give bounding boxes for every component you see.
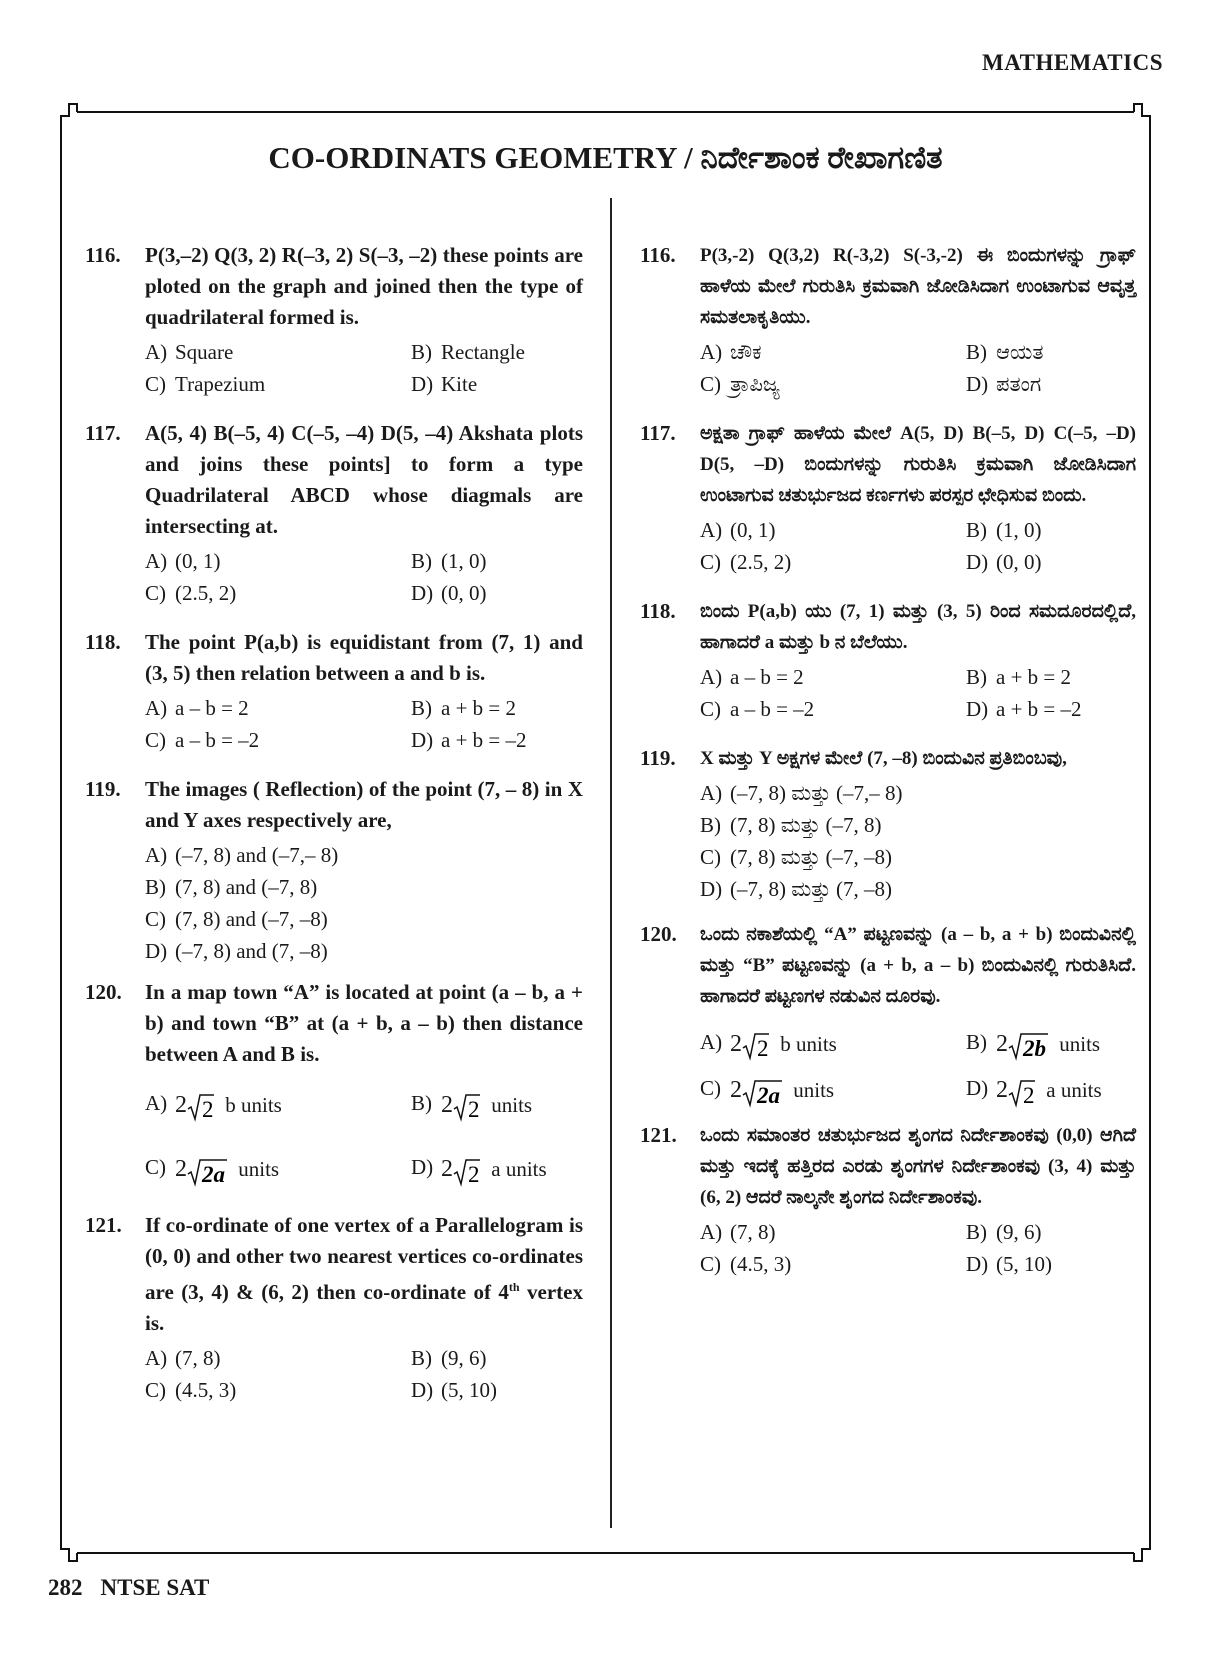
question-119 [640,743,1136,905]
page-title: CO-ORDINATS GEOMETRY / ನಿರ್ದೇಶಾಂಕ ರೇಖಾಗಣಿತ [268,140,943,175]
option-c: C) Trapezium [145,372,266,396]
question-text: ಅಕ್ಷತಾ ಗ್ರಾಫ್ ಹಾಳೆಯ ಮೇಲೆ A(5, D) B(–5, D) C(–5, –D) D(5, –D) ಬಿಂದುಗಳನ್ನು ಗುರುತಿಸಿ ಕ್ರಮವಾಗಿ ಜೋಡಿಸಿದಾಗ ಉಂಟಾಗುವ ಚತುರ್ಭುಜದ ಕರ್ಣಗಳು ಪರಸ್ಪರ ಛೇಧಿಸುವ ಬಿಂದು. [700,423,1136,506]
radical-sign [742,1031,769,1061]
option-c: C) (4.5, 3) [700,1252,792,1277]
question-text: P(3,–2) Q(3, 2) R(–3, 2) S(–3, –2) these points are ploted on the graph and joined then the type of quadrilateral formed is. [145,243,583,329]
option-b: B) Rectangle [411,340,525,364]
coefficient: 2 [730,1077,742,1104]
radical-sign [453,1092,480,1122]
english-column [85,240,583,1406]
question-text: P(3,-2) Q(3,2) R(-3,2) S(-3,-2) ಈ ಬಿಂದುಗಳನ್ನು ಗ್ರಾಫ್ ಹಾಳೆಯ ಮೇಲೆ ಗುರುತಿಸಿ ಕ್ರಮವಾಗಿ ಜೋಡಿಸಿದಾಗ ಉಂಟಾಗುವ ಆವೃತ್ತ ಸಮತಲಾಕೃತಿಯು. [700,245,1136,328]
option-a: A) (7, 8) [700,1220,776,1245]
option-b: B) (7, 8) ಮತ್ತು (–7, 8) [700,813,882,837]
question-number: 121. [85,1213,122,1238]
option-d: D) 2 2 a units [966,1066,1136,1112]
sqrt-expression [441,1138,547,1200]
option-c: C) (2.5, 2) [700,550,792,574]
unit-label: units [1054,1032,1101,1057]
option-c: C) (2.5, 2) [145,581,237,605]
question-118 [85,627,583,756]
option-d: D) (–7, 8) ಮತ್ತು (7, –8) [700,877,893,901]
coefficient: 2 [175,1092,187,1119]
unit-label: a units [1041,1078,1102,1103]
radicand: 2 [202,1097,214,1123]
book-title: NTSE SAT [100,1575,210,1600]
coefficient: 2 [441,1156,453,1183]
option-b: B) a + b = 2 [411,696,517,720]
question-121 [640,1120,1136,1280]
question-number: 118. [640,599,676,623]
option-d: D) (5, 10) [411,1378,497,1403]
coefficient: 2 [996,1031,1008,1058]
question-number: 117. [85,421,121,445]
radical-sign [453,1157,480,1187]
question-121 [85,1210,583,1406]
radical-sign [187,1157,227,1187]
option-c: C) 2 2a units [145,1136,411,1200]
radicand: 2a [202,1161,225,1187]
question-text: X ಮತ್ತು Y ಅಕ್ಷಗಳ ಮೇಲೆ (7, –8) ಬಿಂದುವಿನ ಪ್ರತಿಬಿಂಬವು, [700,748,1067,769]
option-a: A) (–7, 8) ಮತ್ತು (–7,– 8) [700,781,903,805]
unit-label: b units [220,1093,282,1118]
column-divider [610,198,612,1528]
question-number: 121. [640,1123,677,1148]
radicand: 2 [1023,1082,1035,1108]
option-a: A) 2 2 b units [700,1020,966,1066]
option-d: D) (0, 0) [411,581,487,605]
option-a: A) (0, 1) [145,549,221,573]
sqrt-expression [175,1138,279,1200]
option-d: D) Kite [411,372,478,396]
question-text: If co-ordinate of one vertex of a Parallelogram is (0, 0) and other two nearest vertices co-ordinates are (3, 4) & (6, 2) then co-ordinate of 4th vertex is. [145,1213,583,1336]
coefficient: 2 [441,1092,453,1119]
sqrt-expression [730,1022,837,1066]
option-c: C) 2 2a units [700,1066,966,1112]
option-a: A) a – b = 2 [145,696,249,720]
radicand: 2 [468,1161,480,1187]
question-120 [640,919,1136,1112]
unit-label: units [486,1093,533,1118]
coefficient: 2 [996,1077,1008,1104]
option-b: B) 2 2b units [966,1020,1136,1066]
question-text: The point P(a,b) is equidistant from (7, 1) and (3, 5) then relation between a and b is. [145,630,583,685]
option-b: B) (7, 8) and (–7, 8) [145,875,318,899]
option-d: D) (–7, 8) and (7, –8) [145,939,328,963]
option-b: B) (9, 6) [966,1220,1042,1245]
question-116 [640,240,1136,400]
question-number: 117. [640,421,676,445]
question-text: A(5, 4) B(–5, 4) C(–5, –4) D(5, –4) Akshata plots and joins these points] to form a type Quadrilateral ABCD whose diagmals are intersecting at. [145,421,583,538]
radicand: 2 [757,1036,769,1062]
radical-sign [1008,1031,1048,1061]
option-d: D) (0, 0) [966,550,1042,574]
page-number: 282 [48,1575,83,1600]
question-117 [85,418,583,609]
option-d: D) 2 2 a units [411,1136,583,1200]
question-number: 120. [85,980,122,1004]
radicand: 2b [1023,1036,1046,1062]
option-a: A) Square [145,340,234,364]
question-120 [85,977,583,1200]
sqrt-expression [441,1074,532,1136]
option-d: D) a + b = –2 [966,697,1082,721]
radical-sign [1008,1078,1035,1108]
coefficient: 2 [730,1031,742,1058]
question-number: 118. [85,630,121,654]
option-b: B) (1, 0) [966,518,1042,542]
question-number: 119. [85,777,121,801]
question-number: 116. [640,243,676,267]
option-a: A) (7, 8) [145,1346,221,1371]
subject-header: MATHEMATICS [982,50,1163,75]
question-117 [640,418,1136,578]
sqrt-expression [175,1074,282,1136]
unit-label: units [788,1078,835,1103]
option-c: C) a – b = –2 [700,697,815,721]
radical-sign [187,1092,214,1122]
option-b: B) a + b = 2 [966,665,1072,689]
unit-label: a units [486,1157,547,1182]
unit-label: b units [775,1032,837,1057]
sqrt-expression [996,1068,1102,1112]
question-text: In a map town “A” is located at point (a – b, a + b) and town “B” at (a + b, a – b) then distance between A and B is. [145,980,583,1066]
unit-label: units [233,1157,280,1182]
sqrt-expression [730,1068,834,1112]
option-c: C) (7, 8) and (–7, –8) [145,907,328,931]
option-b: B) 2 2 units [411,1072,583,1136]
radical-sign [742,1078,782,1108]
option-b: B) ಆಯತ [966,340,1044,364]
radicand: 2 [468,1097,480,1123]
option-a: A) (0, 1) [700,518,776,542]
question-119 [85,774,583,967]
kannada-column [640,240,1136,1280]
coefficient: 2 [175,1156,187,1183]
option-c: C) (7, 8) ಮತ್ತು (–7, –8) [700,845,893,869]
option-d: D) a + b = –2 [411,728,527,752]
option-c: C) (4.5, 3) [145,1378,237,1403]
question-text: ಒಂದು ಸಮಾಂತರ ಚತುರ್ಭುಜದ ಶೃಂಗದ ನಿರ್ದೇಶಾಂಕವು (0,0) ಆಗಿದೆ ಮತ್ತು ಇದಕ್ಕೆ ಹತ್ತಿರದ ಎರಡು ಶೃಂಗಗಳ ನಿರ್ದೇಶಾಂಕವು (3, 4) ಮತ್ತು (6, 2) ಆದರೆ ನಾಲ್ಕನೇ ಶೃಂಗದ ನಿರ್ದೇಶಾಂಕವು. [700,1125,1136,1209]
question-number: 120. [640,922,677,946]
question-text: The images ( Reflection) of the point (7, – 8) in X and Y axes respectively are, [145,777,583,832]
page-footer [48,1575,209,1601]
option-d: D) ಪತಂಗ [966,372,1042,396]
sqrt-expression [996,1022,1100,1066]
option-a: A) 2 2 b units [145,1072,411,1136]
option-c: C) ತ್ರಾಪಿಜ್ಯ [700,372,780,396]
option-a: A) (–7, 8) and (–7,– 8) [145,843,339,867]
question-text: ಬಿಂದು P(a,b) ಯು (7, 1) ಮತ್ತು (3, 5) ರಿಂದ ಸಮದೂರದಲ್ಲಿದೆ, ಹಾಗಾದರೆ a ಮತ್ತು b ನ ಬೆಲೆಯು. [700,601,1136,653]
option-a: A) ಚೌಕ [700,340,762,364]
question-number: 116. [85,243,121,267]
option-b: B) (1, 0) [411,549,487,573]
option-b: B) (9, 6) [411,1346,487,1371]
option-d: D) (5, 10) [966,1252,1052,1277]
question-number: 119. [640,746,676,770]
question-118 [640,596,1136,725]
radicand: 2a [757,1082,780,1108]
question-text: ಒಂದು ನಕಾಶೆಯಲ್ಲಿ “A” ಪಟ್ಟಣವನ್ನು (a – b, a + b) ಬಿಂದುವಿನಲ್ಲಿ ಮತ್ತು “B” ಪಟ್ಟಣವನ್ನು (a + b, a – b) ಬಿಂದುವಿನಲ್ಲಿ ಗುರುತಿಸಿದೆ. ಹಾಗಾದರೆ ಪಟ್ಟಣಗಳ ನಡುವಿನ ದೂರವು. [700,924,1136,1007]
question-116 [85,240,583,400]
option-a: A) a – b = 2 [700,665,804,689]
option-c: C) a – b = –2 [145,728,260,752]
